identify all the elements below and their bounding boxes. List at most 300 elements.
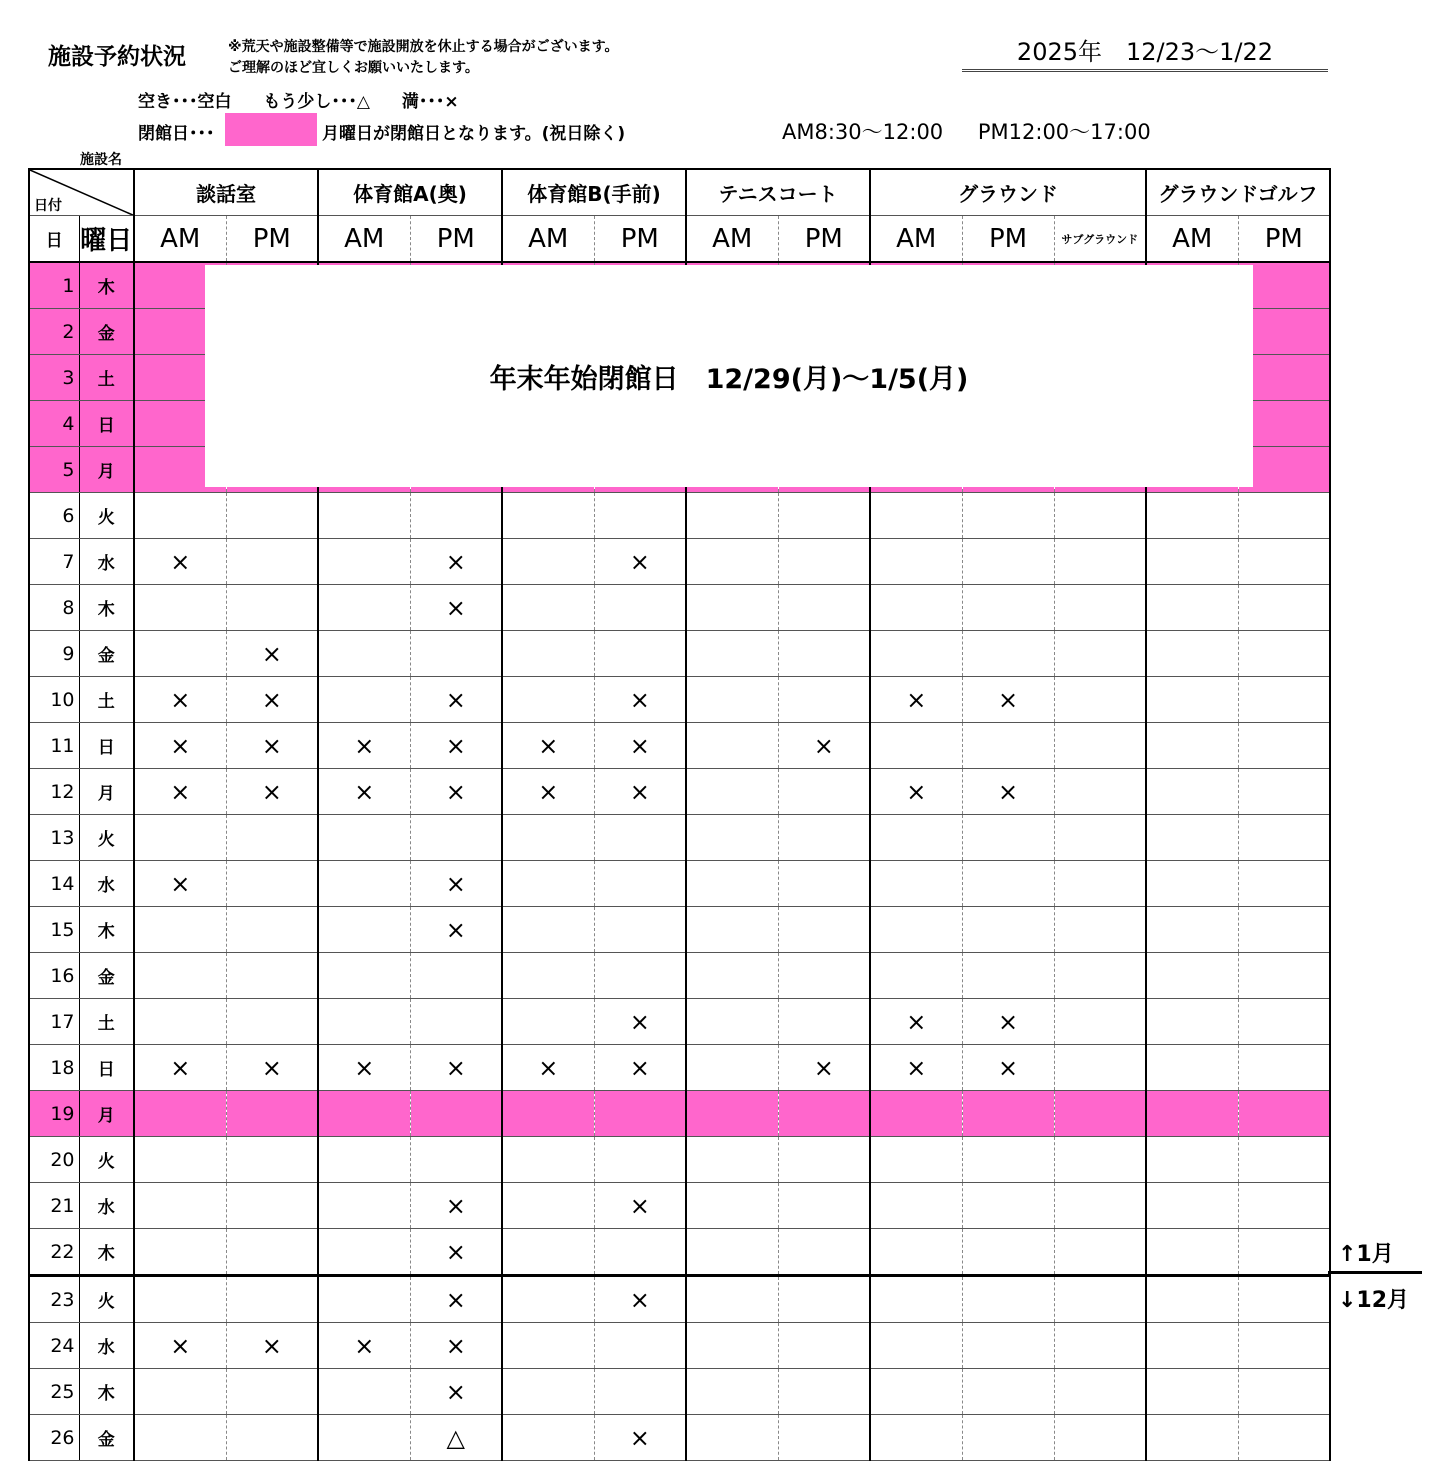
availability-cell[interactable]: × bbox=[134, 723, 226, 769]
availability-cell[interactable] bbox=[686, 907, 778, 953]
availability-cell[interactable]: × bbox=[226, 769, 318, 815]
availability-cell[interactable] bbox=[1054, 631, 1146, 677]
availability-cell[interactable]: × bbox=[134, 1323, 226, 1369]
availability-cell[interactable] bbox=[686, 677, 778, 723]
availability-cell[interactable] bbox=[502, 1276, 594, 1323]
availability-cell[interactable] bbox=[134, 953, 226, 999]
availability-cell[interactable]: × bbox=[594, 539, 686, 585]
availability-cell[interactable] bbox=[226, 1183, 318, 1229]
availability-cell[interactable] bbox=[226, 585, 318, 631]
availability-cell[interactable] bbox=[686, 1045, 778, 1091]
availability-cell[interactable] bbox=[870, 815, 962, 861]
availability-cell[interactable] bbox=[1054, 769, 1146, 815]
availability-cell[interactable] bbox=[594, 815, 686, 861]
availability-cell[interactable]: × bbox=[226, 631, 318, 677]
availability-cell[interactable] bbox=[1146, 815, 1238, 861]
availability-cell[interactable] bbox=[502, 815, 594, 861]
availability-cell[interactable]: × bbox=[410, 1369, 502, 1415]
availability-cell[interactable] bbox=[410, 1137, 502, 1183]
availability-cell[interactable] bbox=[778, 1323, 870, 1369]
availability-cell[interactable] bbox=[778, 907, 870, 953]
availability-cell[interactable] bbox=[318, 1137, 410, 1183]
availability-cell[interactable] bbox=[686, 1415, 778, 1461]
availability-cell[interactable] bbox=[1238, 677, 1330, 723]
day-number: 18 bbox=[29, 1045, 79, 1091]
availability-cell[interactable] bbox=[410, 1091, 502, 1137]
availability-cell[interactable] bbox=[686, 493, 778, 539]
availability-cell[interactable] bbox=[962, 1415, 1054, 1461]
table-row bbox=[29, 1415, 1330, 1461]
january-marker: ↑1月 bbox=[1338, 1242, 1394, 1267]
availability-cell[interactable]: × bbox=[594, 1045, 686, 1091]
availability-cell[interactable] bbox=[1054, 585, 1146, 631]
table-row bbox=[29, 539, 1330, 585]
availability-cell[interactable] bbox=[410, 493, 502, 539]
availability-cell[interactable] bbox=[594, 1323, 686, 1369]
availability-cell[interactable] bbox=[962, 815, 1054, 861]
availability-cell[interactable] bbox=[1054, 1369, 1146, 1415]
availability-cell[interactable]: × bbox=[410, 907, 502, 953]
availability-cell[interactable]: × bbox=[134, 539, 226, 585]
availability-cell[interactable] bbox=[870, 861, 962, 907]
availability-cell[interactable] bbox=[594, 1369, 686, 1415]
availability-cell[interactable] bbox=[1146, 953, 1238, 999]
availability-cell[interactable]: × bbox=[594, 723, 686, 769]
availability-cell[interactable] bbox=[1054, 1276, 1146, 1323]
availability-cell[interactable] bbox=[1054, 1045, 1146, 1091]
availability-cell[interactable] bbox=[1054, 1137, 1146, 1183]
availability-cell[interactable]: × bbox=[410, 1045, 502, 1091]
legend-few-left: もう少し･･･△ bbox=[263, 92, 370, 112]
availability-cell[interactable] bbox=[1054, 723, 1146, 769]
availability-cell[interactable] bbox=[1238, 585, 1330, 631]
availability-cell[interactable] bbox=[870, 1137, 962, 1183]
availability-cell[interactable] bbox=[1238, 815, 1330, 861]
availability-cell[interactable] bbox=[1054, 677, 1146, 723]
availability-cell[interactable] bbox=[1146, 769, 1238, 815]
availability-cell[interactable] bbox=[1146, 1415, 1238, 1461]
availability-cell[interactable] bbox=[1054, 953, 1146, 999]
availability-cell[interactable] bbox=[226, 861, 318, 907]
availability-cell[interactable] bbox=[318, 1229, 410, 1276]
availability-cell[interactable]: × bbox=[226, 1323, 318, 1369]
availability-cell[interactable] bbox=[226, 1229, 318, 1276]
availability-cell[interactable]: × bbox=[410, 1229, 502, 1276]
day-number: 16 bbox=[29, 953, 79, 999]
availability-cell[interactable] bbox=[962, 1137, 1054, 1183]
availability-cell[interactable]: × bbox=[870, 677, 962, 723]
availability-cell[interactable] bbox=[1238, 1369, 1330, 1415]
availability-cell[interactable] bbox=[594, 861, 686, 907]
availability-cell[interactable] bbox=[594, 907, 686, 953]
availability-cell[interactable] bbox=[318, 631, 410, 677]
availability-cell[interactable] bbox=[226, 1091, 318, 1137]
availability-cell[interactable] bbox=[226, 953, 318, 999]
availability-cell[interactable] bbox=[1146, 539, 1238, 585]
availability-cell[interactable] bbox=[778, 861, 870, 907]
availability-cell[interactable] bbox=[1146, 861, 1238, 907]
availability-cell[interactable] bbox=[686, 1091, 778, 1137]
availability-cell[interactable] bbox=[778, 815, 870, 861]
availability-cell[interactable] bbox=[226, 907, 318, 953]
availability-cell[interactable] bbox=[962, 1323, 1054, 1369]
availability-cell[interactable] bbox=[502, 1229, 594, 1276]
availability-cell[interactable] bbox=[226, 539, 318, 585]
availability-cell[interactable] bbox=[318, 999, 410, 1045]
availability-cell[interactable] bbox=[226, 1415, 318, 1461]
availability-cell[interactable] bbox=[318, 1276, 410, 1323]
availability-cell[interactable] bbox=[778, 585, 870, 631]
availability-cell[interactable] bbox=[502, 493, 594, 539]
availability-cell[interactable] bbox=[1238, 1183, 1330, 1229]
availability-cell[interactable] bbox=[410, 631, 502, 677]
availability-cell[interactable] bbox=[962, 539, 1054, 585]
availability-cell[interactable] bbox=[778, 1091, 870, 1137]
availability-cell[interactable]: × bbox=[778, 723, 870, 769]
availability-cell[interactable] bbox=[686, 539, 778, 585]
availability-cell[interactable] bbox=[502, 953, 594, 999]
availability-cell[interactable] bbox=[1146, 585, 1238, 631]
availability-cell[interactable] bbox=[1146, 493, 1238, 539]
availability-cell[interactable] bbox=[134, 631, 226, 677]
availability-cell[interactable] bbox=[1238, 539, 1330, 585]
availability-cell[interactable] bbox=[318, 493, 410, 539]
availability-cell[interactable] bbox=[594, 1091, 686, 1137]
table-row bbox=[29, 1183, 1330, 1229]
availability-cell[interactable] bbox=[686, 1323, 778, 1369]
availability-cell[interactable] bbox=[502, 1137, 594, 1183]
weekday: 火 bbox=[79, 493, 134, 539]
date-corner-header bbox=[29, 169, 134, 216]
availability-cell[interactable] bbox=[1238, 953, 1330, 999]
availability-cell[interactable] bbox=[870, 1369, 962, 1415]
availability-cell[interactable]: × bbox=[870, 1045, 962, 1091]
availability-cell[interactable]: × bbox=[226, 723, 318, 769]
availability-cell[interactable] bbox=[1238, 1045, 1330, 1091]
availability-cell[interactable] bbox=[318, 953, 410, 999]
availability-cell[interactable] bbox=[318, 585, 410, 631]
availability-cell[interactable]: × bbox=[410, 723, 502, 769]
availability-cell[interactable] bbox=[962, 1183, 1054, 1229]
availability-cell[interactable] bbox=[1238, 1229, 1330, 1276]
availability-cell[interactable] bbox=[134, 1183, 226, 1229]
availability-cell[interactable] bbox=[502, 861, 594, 907]
slot-header: PM bbox=[594, 216, 686, 263]
availability-cell[interactable] bbox=[318, 815, 410, 861]
availability-cell[interactable] bbox=[502, 1183, 594, 1229]
availability-cell[interactable] bbox=[962, 585, 1054, 631]
availability-cell[interactable] bbox=[778, 493, 870, 539]
availability-cell[interactable] bbox=[778, 1137, 870, 1183]
availability-cell[interactable] bbox=[594, 1137, 686, 1183]
availability-cell[interactable] bbox=[1054, 539, 1146, 585]
availability-cell[interactable] bbox=[1146, 1183, 1238, 1229]
availability-cell[interactable]: × bbox=[134, 677, 226, 723]
availability-cell[interactable]: × bbox=[134, 1045, 226, 1091]
availability-cell[interactable] bbox=[134, 1137, 226, 1183]
availability-cell[interactable] bbox=[962, 953, 1054, 999]
availability-cell[interactable] bbox=[1238, 493, 1330, 539]
availability-cell[interactable] bbox=[870, 953, 962, 999]
table-row bbox=[29, 861, 1330, 907]
availability-cell[interactable] bbox=[134, 907, 226, 953]
availability-cell[interactable]: × bbox=[410, 585, 502, 631]
availability-cell[interactable] bbox=[870, 1091, 962, 1137]
availability-cell[interactable] bbox=[502, 1369, 594, 1415]
availability-cell[interactable] bbox=[1146, 907, 1238, 953]
availability-cell[interactable]: × bbox=[410, 861, 502, 907]
availability-cell[interactable] bbox=[1054, 1229, 1146, 1276]
availability-cell[interactable] bbox=[686, 1369, 778, 1415]
availability-cell[interactable] bbox=[318, 677, 410, 723]
availability-cell[interactable] bbox=[686, 631, 778, 677]
availability-cell[interactable] bbox=[778, 953, 870, 999]
availability-cell[interactable] bbox=[502, 677, 594, 723]
availability-cell[interactable] bbox=[318, 861, 410, 907]
availability-cell[interactable] bbox=[962, 1369, 1054, 1415]
weekday: 金 bbox=[79, 309, 134, 355]
availability-cell[interactable] bbox=[502, 585, 594, 631]
availability-cell[interactable] bbox=[962, 861, 1054, 907]
availability-cell[interactable] bbox=[594, 631, 686, 677]
availability-cell[interactable] bbox=[318, 907, 410, 953]
availability-cell[interactable] bbox=[870, 907, 962, 953]
availability-cell[interactable] bbox=[318, 1183, 410, 1229]
availability-cell[interactable] bbox=[594, 493, 686, 539]
availability-cell[interactable] bbox=[686, 723, 778, 769]
day-number: 12 bbox=[29, 769, 79, 815]
availability-cell[interactable] bbox=[962, 1229, 1054, 1276]
availability-cell[interactable] bbox=[870, 723, 962, 769]
table-row bbox=[29, 1276, 1330, 1323]
availability-cell[interactable]: × bbox=[594, 1415, 686, 1461]
availability-cell[interactable] bbox=[778, 1183, 870, 1229]
availability-cell[interactable] bbox=[870, 539, 962, 585]
availability-cell[interactable] bbox=[134, 1369, 226, 1415]
availability-cell[interactable] bbox=[1238, 769, 1330, 815]
availability-cell[interactable]: × bbox=[594, 1183, 686, 1229]
availability-cell[interactable] bbox=[1146, 677, 1238, 723]
availability-cell[interactable] bbox=[962, 1091, 1054, 1137]
availability-cell[interactable] bbox=[1054, 815, 1146, 861]
availability-cell[interactable] bbox=[962, 907, 1054, 953]
availability-cell[interactable]: × bbox=[594, 1276, 686, 1323]
availability-cell[interactable]: × bbox=[318, 1045, 410, 1091]
availability-cell[interactable] bbox=[134, 999, 226, 1045]
availability-cell[interactable] bbox=[870, 1415, 962, 1461]
availability-cell[interactable] bbox=[1146, 631, 1238, 677]
availability-cell[interactable] bbox=[870, 585, 962, 631]
slot-header: PM bbox=[962, 216, 1054, 263]
availability-cell[interactable] bbox=[1238, 907, 1330, 953]
availability-cell[interactable] bbox=[1054, 861, 1146, 907]
availability-cell[interactable] bbox=[686, 769, 778, 815]
availability-cell[interactable] bbox=[1054, 1415, 1146, 1461]
slot-header: AM bbox=[1146, 216, 1238, 263]
availability-cell[interactable] bbox=[1054, 1183, 1146, 1229]
availability-cell[interactable] bbox=[778, 1415, 870, 1461]
availability-cell[interactable] bbox=[686, 999, 778, 1045]
availability-cell[interactable] bbox=[1146, 1323, 1238, 1369]
availability-cell[interactable] bbox=[962, 631, 1054, 677]
availability-cell[interactable] bbox=[778, 769, 870, 815]
availability-cell[interactable]: △ bbox=[410, 1415, 502, 1461]
availability-cell[interactable]: × bbox=[778, 1045, 870, 1091]
availability-cell[interactable] bbox=[870, 631, 962, 677]
availability-cell[interactable] bbox=[1146, 1276, 1238, 1323]
availability-cell[interactable]: × bbox=[870, 769, 962, 815]
table-row bbox=[29, 723, 1330, 769]
availability-cell[interactable] bbox=[686, 861, 778, 907]
availability-cell[interactable] bbox=[318, 1415, 410, 1461]
availability-cell[interactable] bbox=[1054, 1323, 1146, 1369]
availability-cell[interactable] bbox=[226, 1276, 318, 1323]
availability-cell[interactable] bbox=[226, 1137, 318, 1183]
availability-cell[interactable] bbox=[962, 493, 1054, 539]
availability-cell[interactable] bbox=[870, 1276, 962, 1323]
availability-cell[interactable] bbox=[134, 585, 226, 631]
availability-cell[interactable] bbox=[778, 631, 870, 677]
availability-cell[interactable]: × bbox=[962, 769, 1054, 815]
availability-cell[interactable] bbox=[502, 907, 594, 953]
availability-cell[interactable]: × bbox=[594, 769, 686, 815]
availability-cell[interactable] bbox=[1146, 1369, 1238, 1415]
availability-cell[interactable] bbox=[1238, 1137, 1330, 1183]
availability-cell[interactable] bbox=[502, 1415, 594, 1461]
availability-cell[interactable]: × bbox=[134, 769, 226, 815]
availability-cell[interactable] bbox=[778, 539, 870, 585]
availability-cell[interactable]: × bbox=[226, 1045, 318, 1091]
slot-header: PM bbox=[410, 216, 502, 263]
availability-cell[interactable] bbox=[778, 677, 870, 723]
availability-cell[interactable] bbox=[686, 1137, 778, 1183]
availability-cell[interactable] bbox=[410, 953, 502, 999]
availability-cell[interactable] bbox=[1054, 907, 1146, 953]
availability-cell[interactable] bbox=[1238, 1276, 1330, 1323]
availability-cell[interactable] bbox=[134, 1276, 226, 1323]
availability-cell[interactable]: × bbox=[410, 677, 502, 723]
availability-cell[interactable] bbox=[778, 1229, 870, 1276]
period-range: 2025年 12/23～1/22 bbox=[962, 32, 1328, 72]
availability-cell[interactable] bbox=[778, 1276, 870, 1323]
availability-cell[interactable]: × bbox=[318, 1323, 410, 1369]
availability-cell[interactable] bbox=[962, 1276, 1054, 1323]
availability-cell[interactable] bbox=[778, 999, 870, 1045]
availability-cell[interactable] bbox=[1146, 999, 1238, 1045]
availability-cell[interactable] bbox=[778, 1369, 870, 1415]
availability-cell[interactable] bbox=[870, 1323, 962, 1369]
availability-cell[interactable] bbox=[502, 1091, 594, 1137]
availability-cell[interactable] bbox=[226, 999, 318, 1045]
availability-cell[interactable] bbox=[502, 539, 594, 585]
availability-cell[interactable] bbox=[318, 539, 410, 585]
availability-cell[interactable] bbox=[1146, 1229, 1238, 1276]
availability-cell[interactable] bbox=[594, 1229, 686, 1276]
availability-cell[interactable] bbox=[318, 1369, 410, 1415]
availability-cell[interactable] bbox=[502, 631, 594, 677]
availability-cell[interactable] bbox=[318, 1091, 410, 1137]
availability-cell[interactable] bbox=[1146, 1091, 1238, 1137]
availability-cell[interactable] bbox=[1238, 861, 1330, 907]
availability-cell[interactable] bbox=[502, 1323, 594, 1369]
availability-cell[interactable] bbox=[134, 815, 226, 861]
weekday: 水 bbox=[79, 861, 134, 907]
availability-cell[interactable] bbox=[226, 493, 318, 539]
availability-cell[interactable] bbox=[870, 1229, 962, 1276]
availability-cell[interactable] bbox=[870, 1183, 962, 1229]
availability-cell[interactable] bbox=[1238, 1415, 1330, 1461]
availability-cell[interactable]: × bbox=[410, 539, 502, 585]
availability-cell[interactable] bbox=[686, 1229, 778, 1276]
availability-cell[interactable]: × bbox=[410, 1323, 502, 1369]
availability-cell[interactable]: × bbox=[870, 999, 962, 1045]
availability-cell[interactable] bbox=[686, 1276, 778, 1323]
availability-cell[interactable]: × bbox=[962, 999, 1054, 1045]
availability-cell[interactable] bbox=[1054, 999, 1146, 1045]
availability-cell[interactable]: × bbox=[502, 769, 594, 815]
availability-cell[interactable] bbox=[134, 1229, 226, 1276]
availability-cell[interactable] bbox=[1146, 723, 1238, 769]
availability-cell[interactable]: × bbox=[594, 999, 686, 1045]
availability-cell[interactable] bbox=[594, 953, 686, 999]
availability-cell[interactable] bbox=[1238, 723, 1330, 769]
availability-cell[interactable] bbox=[686, 585, 778, 631]
availability-cell[interactable]: × bbox=[594, 677, 686, 723]
availability-cell[interactable] bbox=[226, 815, 318, 861]
availability-cell[interactable] bbox=[686, 815, 778, 861]
availability-cell[interactable] bbox=[134, 1415, 226, 1461]
availability-cell[interactable] bbox=[1238, 1323, 1330, 1369]
page-title: 施設予約状況 bbox=[48, 44, 186, 70]
availability-cell[interactable] bbox=[870, 493, 962, 539]
availability-cell[interactable] bbox=[134, 493, 226, 539]
availability-cell[interactable]: × bbox=[962, 1045, 1054, 1091]
availability-cell[interactable] bbox=[1238, 999, 1330, 1045]
availability-cell[interactable] bbox=[594, 585, 686, 631]
availability-cell[interactable]: × bbox=[410, 1183, 502, 1229]
december-marker: ↓12月 bbox=[1338, 1288, 1410, 1313]
availability-cell[interactable] bbox=[1238, 1091, 1330, 1137]
availability-cell[interactable]: × bbox=[226, 677, 318, 723]
availability-cell[interactable] bbox=[962, 723, 1054, 769]
availability-cell[interactable]: × bbox=[318, 769, 410, 815]
slot-header: AM bbox=[686, 216, 778, 263]
availability-cell[interactable]: × bbox=[502, 723, 594, 769]
am-hours: AM8:30～12:00 bbox=[782, 120, 944, 144]
availability-cell[interactable] bbox=[1054, 1091, 1146, 1137]
availability-cell[interactable]: × bbox=[962, 677, 1054, 723]
availability-cell[interactable] bbox=[1146, 1137, 1238, 1183]
availability-cell[interactable] bbox=[686, 953, 778, 999]
availability-cell[interactable] bbox=[1054, 493, 1146, 539]
availability-cell[interactable] bbox=[134, 1091, 226, 1137]
weekday: 金 bbox=[79, 631, 134, 677]
availability-cell[interactable] bbox=[1146, 1045, 1238, 1091]
day-number: 5 bbox=[29, 447, 79, 493]
day-number: 9 bbox=[29, 631, 79, 677]
availability-cell[interactable]: × bbox=[502, 1045, 594, 1091]
availability-cell[interactable] bbox=[686, 1183, 778, 1229]
availability-cell[interactable] bbox=[502, 999, 594, 1045]
availability-cell[interactable]: × bbox=[134, 861, 226, 907]
availability-cell[interactable]: × bbox=[410, 769, 502, 815]
availability-cell[interactable] bbox=[410, 815, 502, 861]
availability-cell[interactable]: × bbox=[318, 723, 410, 769]
availability-cell[interactable] bbox=[1238, 631, 1330, 677]
availability-cell[interactable] bbox=[410, 999, 502, 1045]
availability-cell[interactable] bbox=[226, 1369, 318, 1415]
availability-cell[interactable]: × bbox=[410, 1276, 502, 1323]
